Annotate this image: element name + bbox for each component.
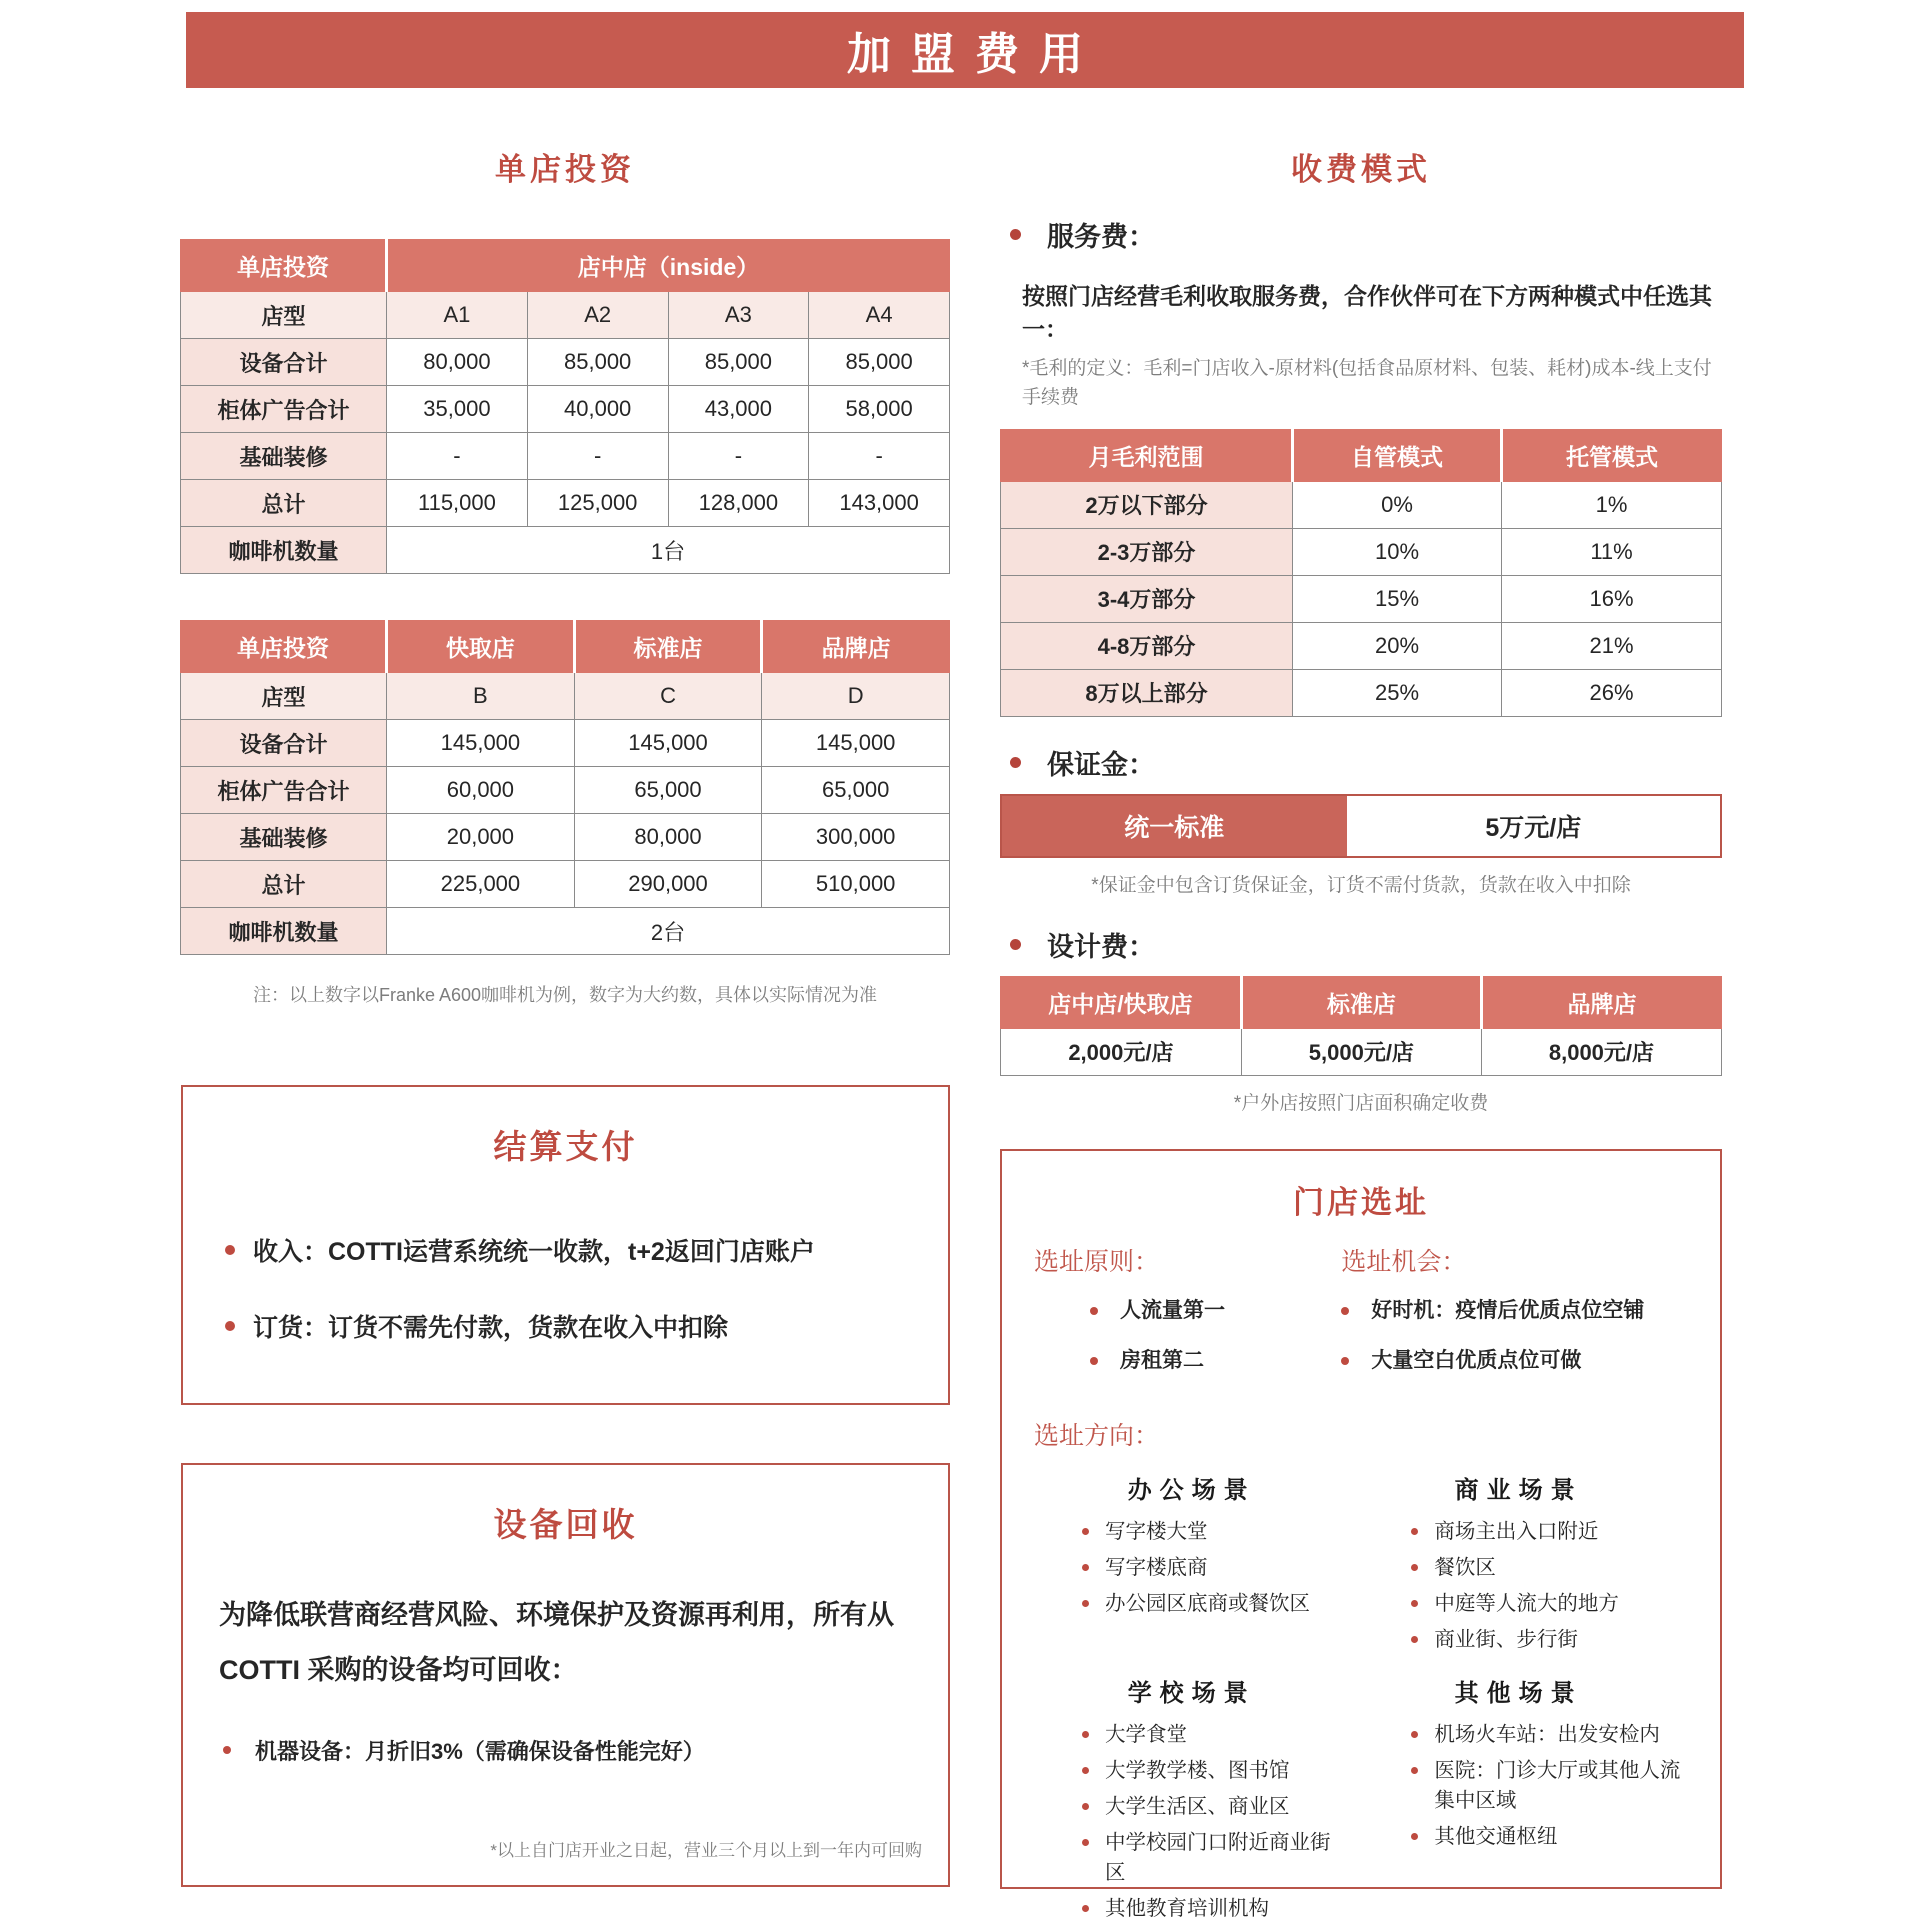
list-item-text: 餐饮区 [1434, 1555, 1496, 1579]
table-row [1001, 528, 1722, 575]
list-item-text: 其他交通枢纽 [1434, 1824, 1558, 1848]
bullet-dot-icon [1411, 1731, 1418, 1738]
row-label: 店型 [181, 292, 387, 339]
list-item-text: 机场火车站：出发安检内 [1434, 1722, 1660, 1746]
deposit-heading-text: 保证金： [1047, 749, 1155, 780]
column-header: 标准店 [574, 621, 762, 673]
row-label: 设备合计 [181, 339, 387, 386]
row-label: 咖啡机数量 [181, 908, 387, 955]
list-item [1411, 1553, 1688, 1583]
table-row [1001, 622, 1722, 669]
value-cell: 300,000 [762, 814, 950, 861]
table-row [181, 480, 950, 527]
value-cell: A1 [387, 292, 528, 339]
design-fee-note: *户外店按照门店面积确定收费 [1233, 1092, 1489, 1114]
table-row [181, 386, 950, 433]
scene-list [1034, 1720, 1341, 1924]
list-item-text: 大学食堂 [1105, 1722, 1187, 1746]
list-item [1082, 1756, 1341, 1786]
deposit-note: *保证金中包含订货保证金，订货不需付货款，货款在收入中扣除 [1091, 874, 1631, 896]
table-header-row [181, 240, 950, 292]
list-item-text: 医院：门诊大厅或其他人流集中区域 [1434, 1758, 1681, 1812]
principles-list [1034, 1294, 1341, 1378]
list-item-text: 收入：COTTI运营系统统一收款，t+2返回门店账户 [253, 1238, 815, 1266]
table-row [181, 673, 950, 720]
bullet-dot-icon [1090, 1307, 1098, 1315]
scene-business [1341, 1470, 1688, 1661]
table-row [181, 433, 950, 480]
bullet-dot-icon [1090, 1357, 1098, 1365]
value-cell: 26% [1502, 669, 1722, 716]
list-item-text: 写字楼底商 [1105, 1555, 1208, 1579]
service-fee-heading-text: 服务费： [1047, 222, 1155, 252]
bullet-dot-icon [225, 1321, 235, 1331]
service-fee-note: *毛利的定义：毛利=门店收入-原材料(包括食品原材料、包装、耗材)成本-线上支付手续费 [1022, 358, 1712, 409]
table-row [181, 292, 950, 339]
list-item [225, 1232, 948, 1268]
table-row [181, 814, 950, 861]
value-cell: 145,000 [574, 720, 762, 767]
deposit-heading [1000, 743, 1722, 782]
table-header-row [181, 621, 950, 673]
value-cell: - [387, 433, 528, 480]
group-header: 店中店（inside） [387, 240, 950, 292]
opportunities-heading: 选址机会： [1341, 1247, 1467, 1276]
value-cell: 58,000 [809, 386, 950, 433]
table-row [181, 339, 950, 386]
value-cell: - [527, 433, 668, 480]
recycle-title: 设备回收 [493, 1506, 638, 1543]
value-cell: 85,000 [527, 339, 668, 386]
value-cell: 85,000 [809, 339, 950, 386]
list-item-text: 中庭等人流大的地方 [1434, 1591, 1619, 1615]
row-label: 总计 [181, 861, 387, 908]
bullet-dot-icon [1082, 1564, 1089, 1571]
column-header: 品牌店 [1481, 976, 1721, 1028]
row-label: 基础装修 [181, 433, 387, 480]
row-label: 咖啡机数量 [181, 527, 387, 574]
design-fee-heading [1000, 925, 1722, 964]
bullet-dot-icon [1411, 1564, 1418, 1571]
value-cell: 2台 [387, 908, 950, 955]
bullet-dot-icon [1082, 1731, 1089, 1738]
value-cell: 125,000 [527, 480, 668, 527]
list-item [223, 1735, 948, 1766]
column-header: 店中店/快取店 [1001, 976, 1242, 1028]
value-cell: 115,000 [387, 480, 528, 527]
list-item-text: 订货：订货不需先付款，货款在收入中扣除 [253, 1314, 729, 1342]
list-item-text: 机器设备：月折旧3%（需确保设备性能完好） [255, 1738, 705, 1764]
bullet-dot-icon [1010, 757, 1021, 768]
list-item-text: 中学校园门口附近商业街区 [1105, 1830, 1331, 1884]
deposit-label: 统一标准 [1002, 796, 1347, 856]
value-cell: 290,000 [574, 861, 762, 908]
list-item [1082, 1553, 1341, 1583]
list-item [1411, 1589, 1688, 1619]
corner-header: 单店投资 [181, 240, 387, 292]
value-cell: 8,000元/店 [1481, 1028, 1721, 1075]
value-cell: A3 [668, 292, 809, 339]
value-cell: 65,000 [762, 767, 950, 814]
value-cell: 20% [1293, 622, 1502, 669]
list-item-text: 商业街、步行街 [1434, 1627, 1578, 1651]
opportunities-list [1341, 1294, 1688, 1378]
equipment-recycle-box [181, 1463, 950, 1887]
deposit-value: 5万元/店 [1347, 796, 1720, 856]
table-row [181, 908, 950, 955]
list-item [1082, 1517, 1341, 1547]
list-item [1082, 1792, 1341, 1822]
list-item [1341, 1294, 1688, 1328]
value-cell: 20,000 [387, 814, 575, 861]
table-row [1001, 1028, 1722, 1075]
list-item-text: 人流量第一 [1120, 1298, 1225, 1322]
scene-other [1341, 1673, 1688, 1930]
list-item-text: 大学生活区、商业区 [1105, 1794, 1290, 1818]
location-opportunities [1341, 1242, 1688, 1394]
table-row [181, 767, 950, 814]
bullet-dot-icon [1082, 1528, 1089, 1535]
recycle-footnote: *以上自门店开业之日起，营业三个月以上到一年内可回购 [490, 1840, 922, 1860]
bullet-dot-icon [1010, 939, 1021, 950]
service-fee-description: 按照门店经营毛利收取服务费，合作伙伴可在下方两种模式中任选其一： [1022, 283, 1712, 342]
list-item [1411, 1822, 1688, 1852]
settlement-box [181, 1085, 950, 1405]
bullet-dot-icon [1411, 1767, 1418, 1774]
bullet-dot-icon [1411, 1528, 1418, 1535]
list-item [1082, 1589, 1341, 1619]
table-row [1001, 575, 1722, 622]
table-header-row [1001, 976, 1722, 1028]
section-title-fees: 收费模式 [1291, 152, 1431, 187]
row-label: 总计 [181, 480, 387, 527]
bullet-dot-icon [1411, 1833, 1418, 1840]
settlement-bullet-list [225, 1232, 948, 1344]
list-item-text: 其他教育培训机构 [1105, 1896, 1269, 1920]
column-header: 快取店 [387, 621, 575, 673]
bullet-dot-icon [1411, 1600, 1418, 1607]
bullet-dot-icon [1082, 1803, 1089, 1810]
row-label: 4-8万部分 [1001, 622, 1293, 669]
list-item [1082, 1720, 1341, 1750]
value-cell: 25% [1293, 669, 1502, 716]
value-cell: 510,000 [762, 861, 950, 908]
scene-list [1034, 1517, 1341, 1619]
design-fee-table [1000, 976, 1722, 1076]
list-item [1090, 1344, 1341, 1378]
value-cell: 35,000 [387, 386, 528, 433]
table-row [1001, 669, 1722, 716]
corner-header: 单店投资 [181, 621, 387, 673]
scene-office [1034, 1470, 1341, 1661]
right-column [1000, 88, 1722, 1920]
value-cell: 143,000 [809, 480, 950, 527]
column-header: 标准店 [1241, 976, 1481, 1028]
design-fee-heading-text: 设计费： [1047, 931, 1155, 962]
list-item-text: 好时机：疫情后优质点位空铺 [1371, 1298, 1645, 1322]
page-title-banner [186, 12, 1744, 88]
location-columns [1034, 1242, 1688, 1394]
list-item [1090, 1294, 1341, 1328]
value-cell: 145,000 [387, 720, 575, 767]
table-row [181, 720, 950, 767]
principles-heading: 选址原则： [1034, 1247, 1160, 1276]
value-cell: 80,000 [387, 339, 528, 386]
table-header-row [1001, 429, 1722, 481]
value-cell: 2,000元/店 [1001, 1028, 1242, 1075]
list-item [1411, 1517, 1688, 1547]
street-store-investment-table [180, 620, 950, 955]
list-item [1411, 1756, 1688, 1816]
settlement-title: 结算支付 [493, 1128, 638, 1165]
value-cell: 65,000 [574, 767, 762, 814]
column-header: 品牌店 [762, 621, 950, 673]
direction-heading: 选址方向： [1034, 1421, 1160, 1450]
scene-title: 其他场景 [1454, 1679, 1583, 1707]
value-cell: 15% [1293, 575, 1502, 622]
store-location-box [1000, 1149, 1722, 1920]
bullet-dot-icon [1082, 1839, 1089, 1846]
list-item [1082, 1828, 1341, 1888]
value-cell: 11% [1502, 528, 1722, 575]
value-cell: 225,000 [387, 861, 575, 908]
value-cell: - [668, 433, 809, 480]
scene-grid [1034, 1470, 1688, 1930]
list-item [1411, 1625, 1688, 1655]
value-cell: 1台 [387, 527, 950, 574]
recycle-paragraph: 为降低联营商经营风险、环境保护及资源再利用，所有从 COTTI 采购的设备均可回收： [219, 1600, 894, 1686]
list-item [1082, 1894, 1341, 1924]
value-cell: - [809, 433, 950, 480]
list-item-text: 房租第二 [1120, 1348, 1204, 1372]
row-label: 2万以下部分 [1001, 481, 1293, 528]
value-cell: A4 [809, 292, 950, 339]
bullet-dot-icon [1341, 1357, 1349, 1365]
inside-store-investment-table [180, 239, 950, 574]
investment-table-note: 注：以上数字以Franke A600咖啡机为例，数字为大约数，具体以实际情况为准 [252, 985, 878, 1005]
left-column [180, 88, 950, 1887]
list-item [1411, 1720, 1688, 1750]
section-title-investment: 单店投资 [495, 152, 635, 187]
value-cell: A2 [527, 292, 668, 339]
bullet-dot-icon [1010, 229, 1021, 240]
list-item-text: 大量空白优质点位可做 [1371, 1348, 1582, 1372]
bullet-dot-icon [1082, 1600, 1089, 1607]
value-cell: D [762, 673, 950, 720]
page-title: 加盟费用 [847, 30, 1103, 79]
value-cell: 21% [1502, 622, 1722, 669]
value-cell: 40,000 [527, 386, 668, 433]
column-header: 自管模式 [1293, 429, 1502, 481]
row-label: 2-3万部分 [1001, 528, 1293, 575]
value-cell: C [574, 673, 762, 720]
list-item-text: 办公园区底商或餐饮区 [1105, 1591, 1310, 1615]
list-item-text: 写字楼大堂 [1105, 1519, 1208, 1543]
value-cell: 1% [1502, 481, 1722, 528]
list-item-text: 商场主出入口附近 [1434, 1519, 1599, 1543]
bullet-dot-icon [223, 1746, 231, 1754]
row-label: 8万以上部分 [1001, 669, 1293, 716]
row-label: 柜体广告合计 [181, 767, 387, 814]
row-label: 3-4万部分 [1001, 575, 1293, 622]
value-cell: 16% [1502, 575, 1722, 622]
table-row [1001, 481, 1722, 528]
bullet-dot-icon [1341, 1307, 1349, 1315]
value-cell: 60,000 [387, 767, 575, 814]
bullet-dot-icon [1411, 1636, 1418, 1643]
bullet-dot-icon [1082, 1767, 1089, 1774]
row-label: 设备合计 [181, 720, 387, 767]
location-title: 门店选址 [1293, 1184, 1429, 1220]
value-cell: 80,000 [574, 814, 762, 861]
scene-title: 学校场景 [1127, 1679, 1256, 1707]
table-row [181, 861, 950, 908]
column-header: 月毛利范围 [1001, 429, 1293, 481]
list-item [225, 1308, 948, 1344]
bullet-dot-icon [225, 1245, 235, 1255]
value-cell: 145,000 [762, 720, 950, 767]
scene-school [1034, 1673, 1341, 1930]
value-cell: 43,000 [668, 386, 809, 433]
scene-title: 商业场景 [1454, 1476, 1583, 1504]
value-cell: 0% [1293, 481, 1502, 528]
deposit-table [1000, 794, 1722, 858]
value-cell: 10% [1293, 528, 1502, 575]
scene-list [1341, 1517, 1688, 1655]
service-fee-heading [1000, 215, 1722, 254]
column-header: 托管模式 [1502, 429, 1722, 481]
value-cell: 128,000 [668, 480, 809, 527]
value-cell: B [387, 673, 575, 720]
list-item-text: 大学教学楼、图书馆 [1105, 1758, 1290, 1782]
value-cell: 85,000 [668, 339, 809, 386]
row-label: 柜体广告合计 [181, 386, 387, 433]
row-label: 店型 [181, 673, 387, 720]
location-principles [1034, 1242, 1341, 1394]
list-item [1341, 1344, 1688, 1378]
scene-title: 办公场景 [1127, 1476, 1256, 1504]
scene-list [1341, 1720, 1688, 1852]
service-fee-table [1000, 429, 1722, 717]
table-row [181, 527, 950, 574]
value-cell: 5,000元/店 [1241, 1028, 1481, 1075]
row-label: 基础装修 [181, 814, 387, 861]
